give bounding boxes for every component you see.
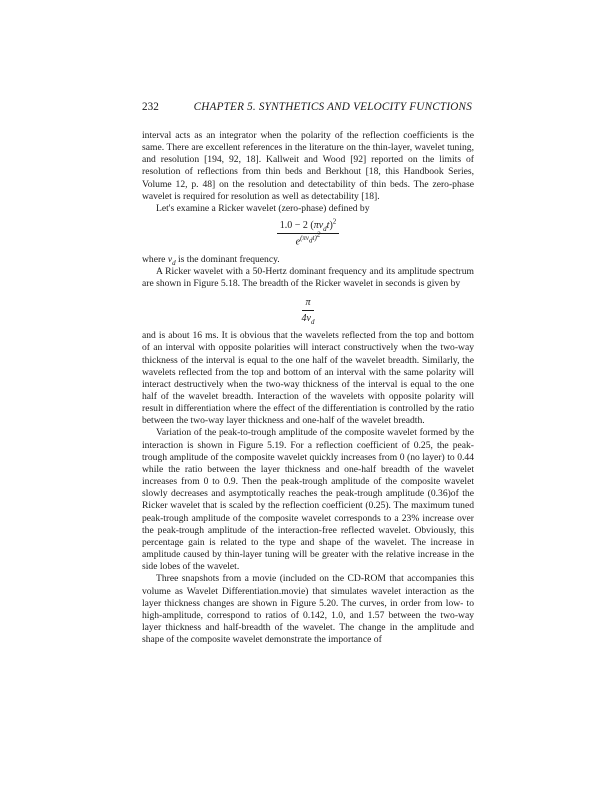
breadth-numerator: π [302,296,315,311]
p3-post: is the dominant frequency. [175,253,280,265]
paragraph-4: A Ricker wavelet with a 50-Hertz dominant frequency and its amplitude spectrum are shown in Figure 5.18. The breadth of the Ricker wavelet in seconds is given by [142,265,474,290]
paragraph-1: interval acts as an integrator when the polarity of the reflection coefficients is the same. There are excellent references in the literature on the thin-layer, wavelet tuning, and resolution [194, 92, 18]. Kallweit and Wood [92] reported on the limits of resolution of reflections from thin beds and Berkhout [18, this Handbook Series, Volume 12, p. 48] on the resolution and detectability of thin beds. The zero-phase wavelet is required for resolution as well as detectability [18]. [142,130,474,202]
den-sup2: t) [312,234,317,243]
paragraph-5: and is about 16 ms. It is obvious that the wavelets reflected from the top and bottom of an interval with opposite polarities will interact constructively when the two-way thickness of the interval is equal to the one half of the wavelet breadth. Similarly, the wavelets reflected from the top and bottom of an interval with the same polarity will interact destructively when the two-way thickness of the interval is equal to the one half of the wavelet breadth. Interaction of the wavelets with opposite polarity will result in differentiation where the effect of the differentiation is controlled by the ratio between the two-way layer thickness and one-half of the wavelet breadth. [142,330,474,427]
breadth-den-a: 4ν [301,313,311,325]
breadth-equation [142,296,474,325]
ricker-numerator [277,219,340,234]
paragraph-2: Let's examine a Ricker wavelet (zero-phase) defined by [156,202,370,214]
paragraph-3 [142,254,474,266]
running-header [142,101,472,119]
num-pi: π [313,220,319,232]
num-part-a: 1.0 − 2 ( [279,220,314,232]
nu-symbol: ν [167,253,173,265]
ricker-fraction [277,219,340,249]
paragraph-7: Three snapshots from a movie (included on the CD-ROM that accompanies this volume as Wavelet Differentiation.movie) that simulates wavelet interaction as the layer thickness changes are shown in Figure 5.20. The curves, in order from low- to high-amplitude, correspond to ratios of 0.142, 1.0, and 1.57 between the two-way layer thickness and half-breadth of the wavelet. The change in the amplitude and shape of the composite wavelet demonstrate the importance of [142,573,474,646]
num-sub: d [323,225,327,234]
breadth-fraction [302,296,315,325]
num-t: t [326,220,330,232]
body-text [142,130,474,646]
ricker-equation [142,219,474,249]
num-sup: 2 [332,217,337,226]
den-sub: d [309,236,313,245]
num-nu: ν [318,220,324,232]
den-e: e [295,236,301,248]
den-sup3: 2 [316,231,321,240]
breadth-denominator [302,311,315,325]
page-number: 232 [142,101,159,113]
breadth-den-sub: d [310,318,315,327]
paragraph-6: Variation of the peak-to-trough amplitude of the composite wavelet formed by the interaction is shown in Figure 5.19. For a reflection coefficient of 0.25, the peak-trough amplitude of the composite wavelet quickly increases from 0 (no layer) to 0.44 while the ratio between the layer thickness and one-half breadth of the wavelet increases from 0 to 0.9. Then the peak-trough amplitude of the composite wavelet slowly decreases and asymptotically reaches the peak-trough amplitude (0.36)of the Ricker wavelet that is scaled by the reflection coefficient (0.25). The maximum tuned peak-trough amplitude of the composite wavelet corresponds to a 23% increase over the peak-trough amplitude of the interaction-free reflected wavelet. Obviously, this percentage gain is related to the type and shape of the wavelet. The increase in amplitude caused by thin-layer tuning will be greater with the relative increase in the side lobes of the wavelet. [142,427,474,573]
ricker-denominator [277,231,340,249]
num-part-b: ) [329,220,333,232]
nu-sub: d [172,258,176,267]
chapter-title: CHAPTER 5. SYNTHETICS AND VELOCITY FUNCTIONS [193,101,472,113]
den-sup: (πν [300,234,310,243]
p3-pre: where [142,253,168,265]
